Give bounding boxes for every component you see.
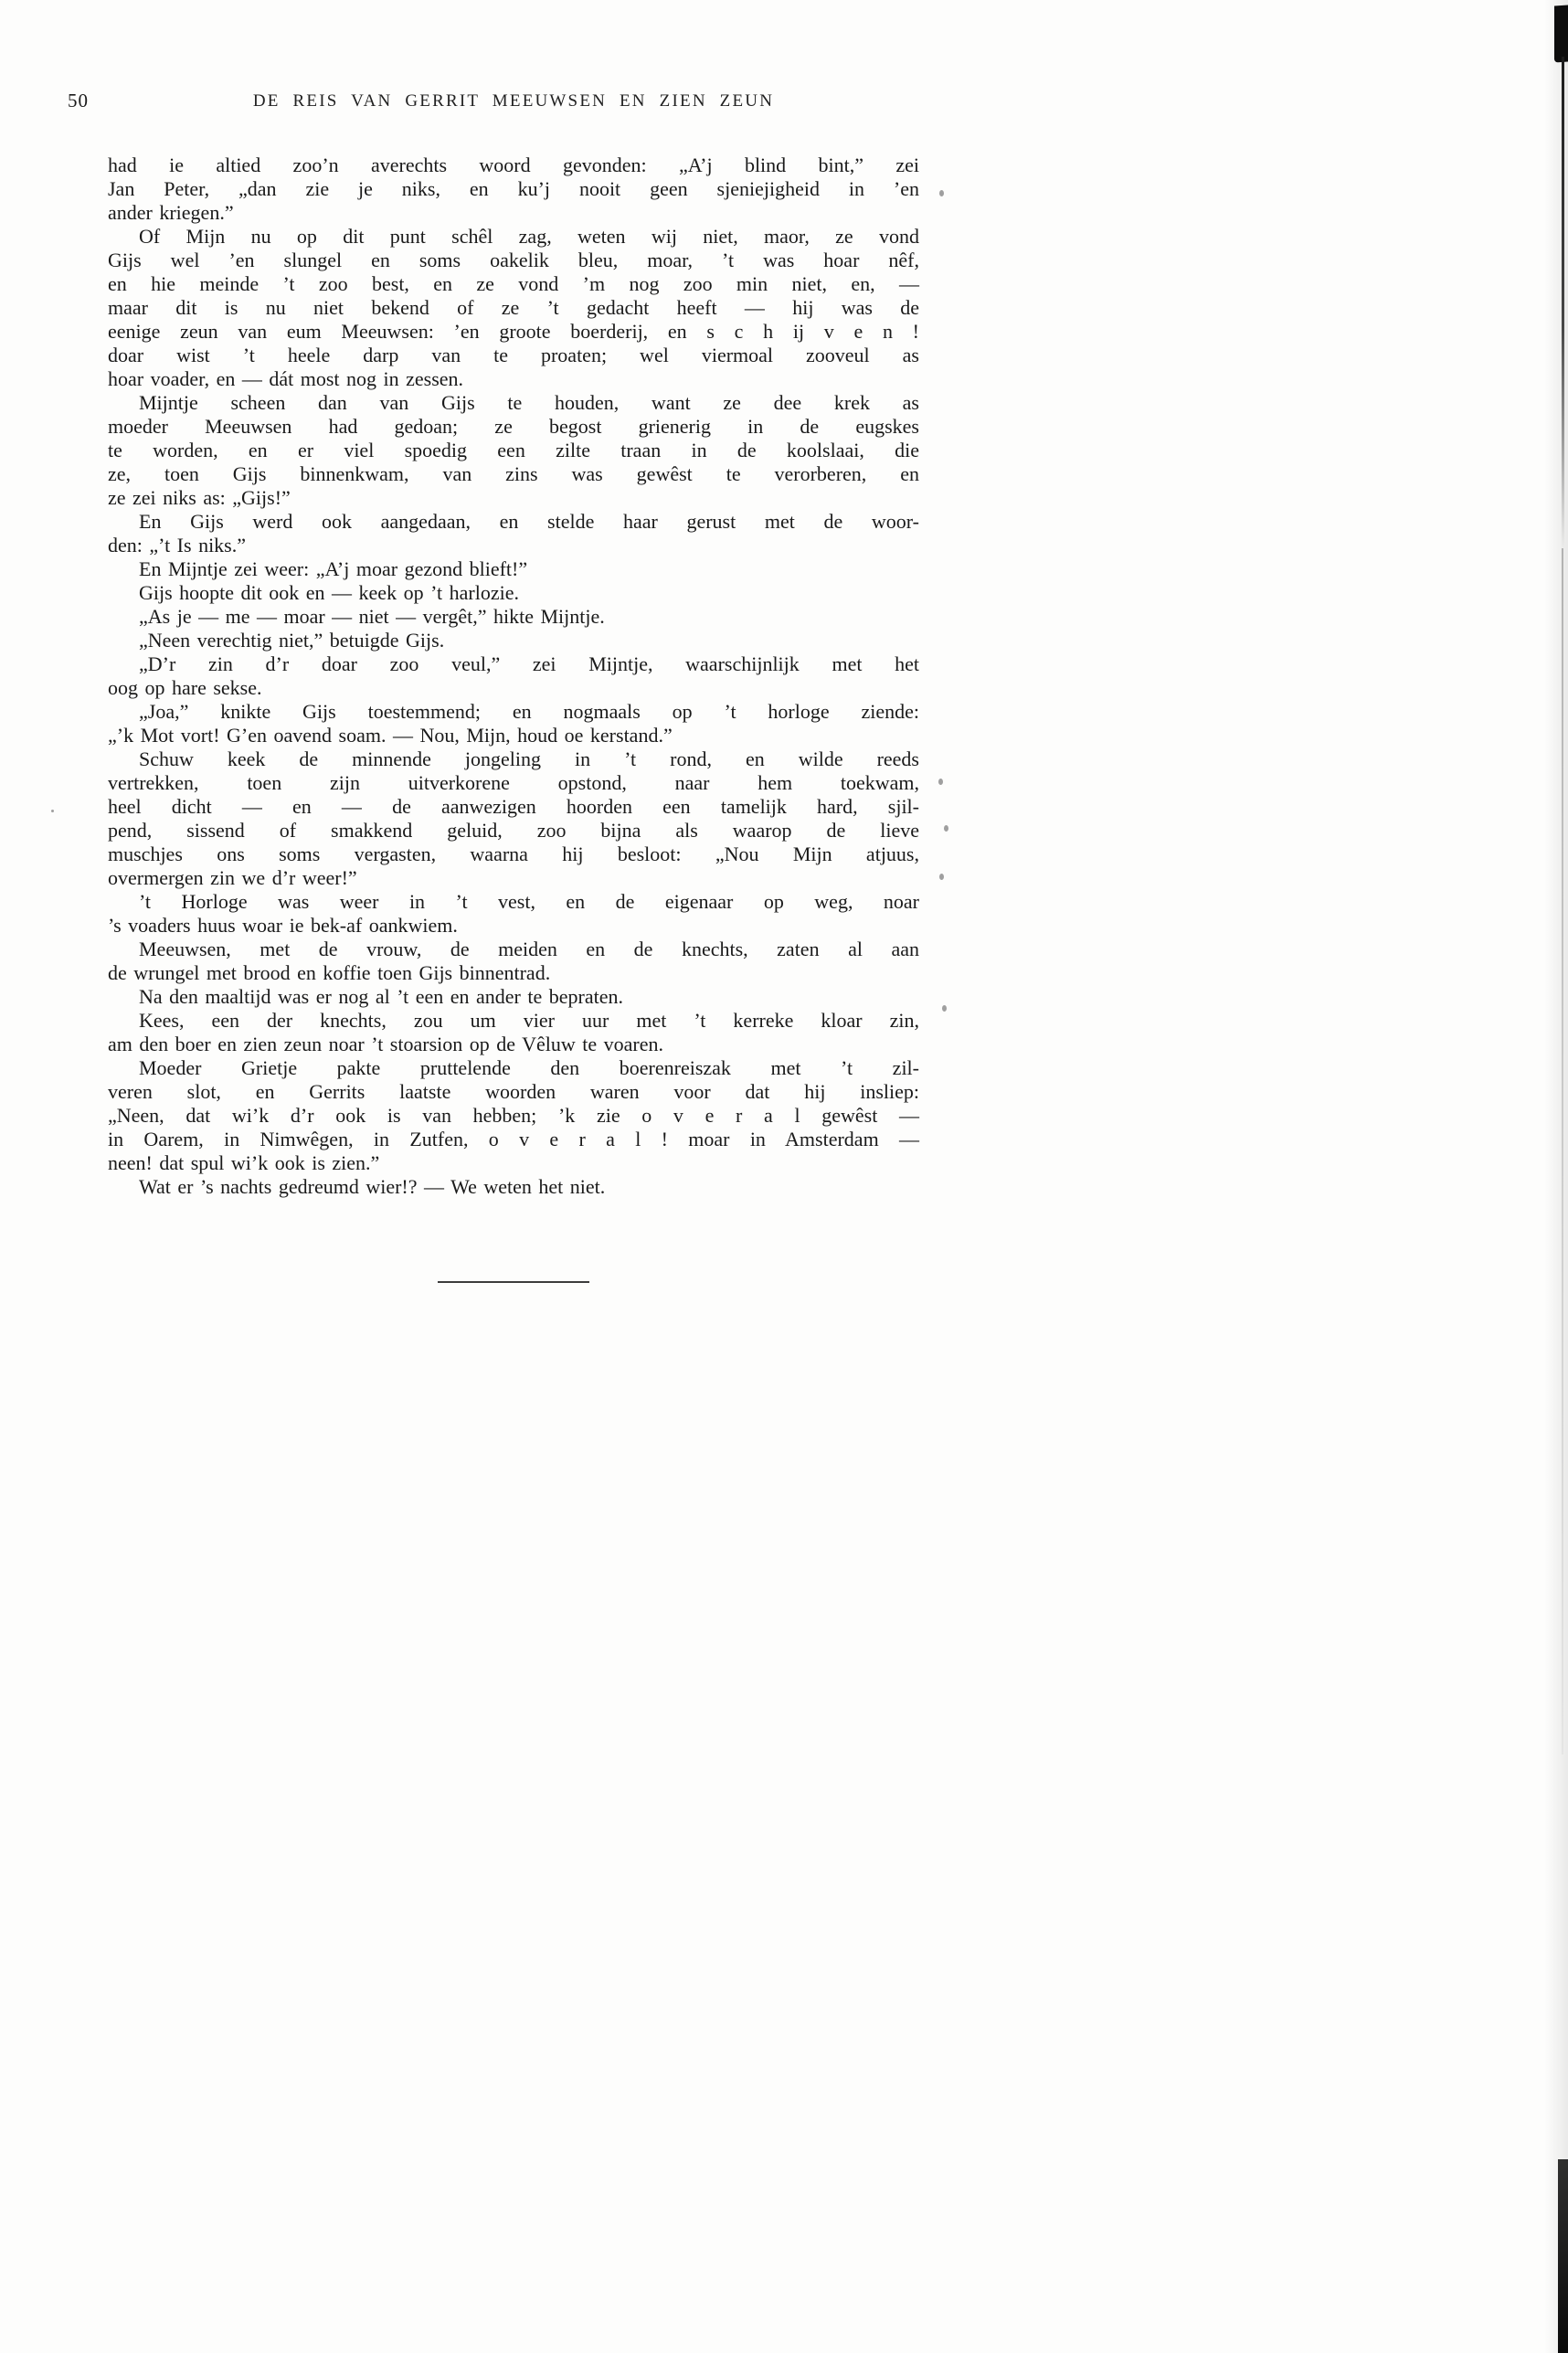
binding-shadow <box>1544 0 1568 2353</box>
paragraph <box>108 985 919 1009</box>
scan-artifact-top-right <box>1554 5 1568 62</box>
paragraph <box>108 652 919 700</box>
text-line: Gijs wel ’en slungel en soms oakelik bleu, moar, ’t was hoar nêf, <box>108 249 919 271</box>
text-line: heel dicht — en — de aanwezigen hoorden een tamelijk hard, sjil- <box>108 795 919 818</box>
paragraph <box>108 225 919 391</box>
text-line: ’t Horloge was weer in ’t vest, en de eigenaar op weg, noar <box>139 890 919 913</box>
paragraph <box>108 890 919 938</box>
text-line: den: „’t Is niks.” <box>108 534 247 556</box>
paragraph <box>108 1009 919 1056</box>
text-line: Jan Peter, „dan zie je niks, en ku’j nooit geen sjeniejigheid in ’en <box>108 177 919 200</box>
text-line: „D’r zin d’r doar zoo veul,” zei Mijntje, waarschijnlijk met het <box>139 652 919 675</box>
paragraph <box>108 1175 919 1199</box>
text-line: Mijntje scheen dan van Gijs te houden, want ze dee krek as <box>139 391 919 414</box>
scan-artifact-edge-line-faint <box>1562 548 1563 1754</box>
paragraph <box>108 747 919 890</box>
text-line: oog op hare sekse. <box>108 676 262 699</box>
scan-speck <box>938 779 943 785</box>
scan-artifact-bottom-right <box>1558 2159 1568 2353</box>
text-line: overmergen zin we d’r weer!” <box>108 866 357 889</box>
text-line: muschjes ons soms vergasten, waarna hij besloot: „Nou Mijn atjuus, <box>108 843 919 865</box>
text-line: ze, toen Gijs binnenkwam, van zins was gewêst te verorberen, en <box>108 462 919 485</box>
text-line: am den boer en zien zeun noar ’t stoarsion op de Vêluw te voaren. <box>108 1033 663 1055</box>
scan-speck <box>939 190 944 196</box>
paragraph <box>108 938 919 985</box>
paragraph <box>108 605 919 629</box>
paragraph <box>108 510 919 557</box>
text-line: ’s voaders huus woar ie bek-af oankwiem. <box>108 914 458 937</box>
text-line: neen! dat spul wi’k ook is zien.” <box>108 1151 380 1174</box>
text-line: en hie meinde ’t zoo best, en ze vond ’m nog zoo min niet, en, — <box>108 272 919 295</box>
paragraph <box>108 154 919 225</box>
text-line: Na den maaltijd was er nog al ’t een en ander te bepraten. <box>139 985 623 1008</box>
scan-artifact-edge-line <box>1562 57 1564 550</box>
text-line: veren slot, en Gerrits laatste woorden waren voor dat hij insliep: <box>108 1080 919 1103</box>
text-line: „Neen, dat wi’k d’r ook is van hebben; ’k zie o v e r a l gewêst — <box>108 1104 919 1127</box>
text-line: doar wist ’t heele darp van te proaten; wel viermoal zooveul as <box>108 344 919 366</box>
text-line: „’k Mot vort! G’en oavend soam. — Nou, Mijn, houd oe kerstand.” <box>108 724 673 747</box>
running-header: DE REIS VAN GERRIT MEEUWSEN EN ZIEN ZEUN <box>252 91 775 111</box>
text-line: te worden, en er viel spoedig een zilte traan in de koolslaai, die <box>108 439 919 461</box>
scan-speck <box>944 825 948 832</box>
text-block <box>108 154 919 1199</box>
text-line: Kees, een der knechts, zou um vier uur met ’t kerreke kloar zin, <box>139 1009 919 1032</box>
text-line: En Mijntje zei weer: „A’j moar gezond blieft!” <box>139 557 528 580</box>
text-line: in Oarem, in Nimwêgen, in Zutfen, o v e r a l ! moar in Amsterdam — <box>108 1128 919 1150</box>
text-line: Gijs hoopte dit ook en — keek op ’t harlozie. <box>139 581 519 604</box>
scan-speck <box>942 1005 947 1012</box>
paragraph <box>108 581 919 605</box>
text-line: moeder Meeuwsen had gedoan; ze begost grienerig in de eugskes <box>108 415 919 438</box>
text-line: had ie altied zoo’n averechts woord gevonden: „A’j blind bint,” zei <box>108 154 919 176</box>
text-line: maar dit is nu niet bekend of ze ’t gedacht heeft — hij was de <box>108 296 919 319</box>
paragraph <box>108 700 919 747</box>
text-line: de wrungel met brood en koffie toen Gijs binnentrad. <box>108 961 551 984</box>
text-line: „Joa,” knikte Gijs toestemmend; en nogmaals op ’t horloge ziende: <box>139 700 919 723</box>
text-line: ander kriegen.” <box>108 201 234 224</box>
text-line: vertrekken, toen zijn uitverkorene opstond, naar hem toekwam, <box>108 771 919 794</box>
text-line: En Gijs werd ook aangedaan, en stelde haar gerust met de woor- <box>139 510 919 533</box>
text-line: hoar voader, en — dát most nog in zessen. <box>108 367 464 390</box>
paragraph <box>108 1056 919 1175</box>
text-line: eenige zeun van eum Meeuwsen: ’en groote boerderij, en s c h ij v e n ! <box>108 320 919 343</box>
paragraph <box>108 557 919 581</box>
scan-speck <box>939 874 944 880</box>
text-line: Wat er ’s nachts gedreumd wier!? — We weten het niet. <box>139 1175 606 1198</box>
text-line: Schuw keek de minnende jongeling in ’t rond, en wilde reeds <box>139 747 919 770</box>
text-line: Of Mijn nu op dit punt schêl zag, weten wij niet, maor, ze vond <box>139 225 919 248</box>
text-line: „Neen verechtig niet,” betuigde Gijs. <box>139 629 445 652</box>
paragraph <box>108 391 919 510</box>
text-line: ze zei niks as: „Gijs!” <box>108 486 291 509</box>
page-number: 50 <box>68 90 89 111</box>
text-line: „As je — me — moar — niet — vergêt,” hikte Mijntje. <box>139 605 605 628</box>
text-line: Moeder Grietje pakte pruttelende den boerenreiszak met ’t zil- <box>139 1056 919 1079</box>
scan-speck <box>51 810 54 812</box>
section-divider <box>438 1281 589 1283</box>
paragraph <box>108 629 919 652</box>
text-line: pend, sissend of smakkend geluid, zoo bijna als waarop de lieve <box>108 819 919 842</box>
text-line: Meeuwsen, met de vrouw, de meiden en de knechts, zaten al aan <box>139 938 919 960</box>
